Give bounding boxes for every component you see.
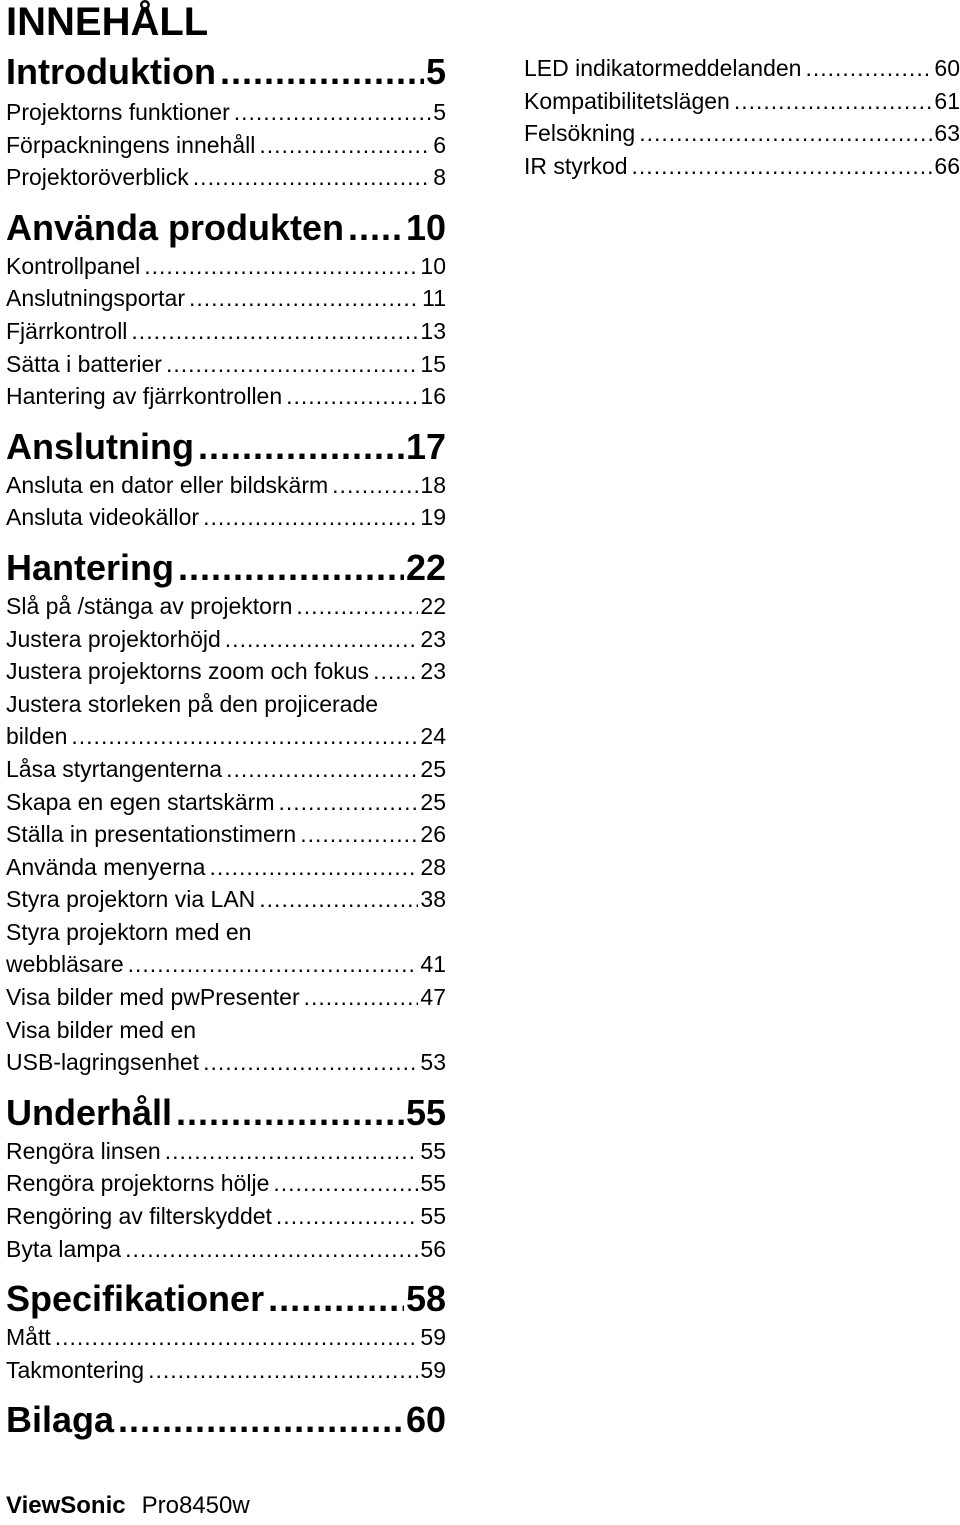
toc-entry-page: 15 [420, 350, 446, 377]
toc-entry-page: 18 [420, 471, 446, 498]
dot-leader [209, 851, 418, 884]
toc-entry-label: Justera projektorns zoom och fokus [6, 658, 370, 685]
toc-entry-label: IR styrkod [524, 152, 628, 179]
dot-leader [278, 786, 418, 819]
toc-entry-label: Visa bilder med en [6, 1016, 197, 1043]
toc-entry-label: Slå på /stänga av projektorn [6, 592, 293, 619]
toc-entry-page: 25 [420, 788, 446, 815]
toc-entry[interactable] [6, 590, 446, 623]
toc-entry-label: webbläsare [6, 951, 124, 978]
toc-entry-page: 22 [420, 592, 446, 619]
toc-entry[interactable] [6, 380, 446, 413]
toc-entry-page: 53 [420, 1049, 446, 1076]
toc-entry-page: 13 [420, 317, 446, 344]
toc-entry-page: 19 [420, 504, 446, 531]
toc-entry-page: 26 [420, 821, 446, 848]
dot-leader [220, 48, 424, 96]
dot-leader [118, 1398, 404, 1442]
toc-entry-page: 59 [420, 1324, 446, 1351]
toc-entry-label: Kompatibilitetslägen [524, 87, 730, 114]
dot-leader [165, 1135, 419, 1168]
toc-left-column [6, 0, 446, 1442]
toc-entry-page: 25 [420, 755, 446, 782]
dot-leader [55, 1321, 419, 1354]
toc-entry-label: Hantering av fjärrkontrollen [6, 383, 283, 410]
toc-entry-page: 10 [420, 252, 446, 279]
dot-leader [226, 753, 418, 786]
toc-entry-label: Anslutningsportar [6, 285, 185, 312]
toc-entry-label: Felsökning [524, 120, 636, 147]
dot-leader [198, 425, 404, 469]
dot-leader [300, 818, 418, 851]
toc-section [6, 206, 446, 413]
toc-entry[interactable] [524, 52, 960, 85]
toc-entry[interactable] [6, 96, 446, 129]
toc-entry-label: Låsa styrtangenterna [6, 755, 223, 782]
toc-entry[interactable] [6, 1321, 446, 1354]
dot-leader [203, 501, 418, 534]
toc-section [6, 425, 446, 534]
dot-leader [148, 1354, 418, 1387]
footer-model: Pro8450w [141, 1492, 250, 1519]
toc-entry[interactable] [6, 501, 446, 534]
toc-entry[interactable] [6, 818, 446, 851]
toc-entry[interactable] [6, 753, 446, 786]
toc-section-heading[interactable] [6, 206, 446, 250]
dot-leader [166, 348, 418, 381]
toc-entry[interactable] [6, 623, 446, 656]
page-footer [6, 1491, 250, 1521]
toc-entry[interactable] [6, 948, 446, 981]
section-page: 60 [405, 1399, 446, 1441]
toc-entry[interactable] [6, 1046, 446, 1079]
toc-entry-label: Förpackningens innehåll [6, 131, 256, 158]
toc-entry[interactable] [6, 981, 446, 1014]
toc-entry-label: LED indikatormeddelanden [524, 55, 802, 81]
toc-entry-label: Skapa en egen startskärm [6, 788, 275, 815]
dot-leader [304, 981, 419, 1014]
toc-section-heading[interactable] [6, 425, 446, 469]
toc-entry-label: Takmontering [6, 1356, 145, 1383]
toc-entry-label: Mått [6, 1324, 51, 1351]
toc-section-heading[interactable] [6, 1091, 446, 1135]
toc-entry[interactable] [6, 883, 446, 916]
toc-entry-label: Ansluta videokällor [6, 504, 200, 531]
toc-entry-label: Kontrollpanel [6, 252, 141, 279]
toc-entry-label: Ställa in presentationstimern [6, 821, 297, 848]
toc-entry[interactable] [6, 250, 446, 283]
toc-entry[interactable] [524, 150, 960, 183]
dot-leader [268, 1277, 404, 1321]
section-title: Underhåll [6, 1091, 173, 1133]
dot-leader [71, 720, 418, 753]
toc-entry-label: Använda menyerna [6, 853, 206, 880]
toc-section [6, 1398, 446, 1442]
dot-leader [259, 883, 418, 916]
dot-leader [225, 623, 419, 656]
toc-entry[interactable] [6, 348, 446, 381]
toc-entry[interactable] [524, 85, 960, 118]
section-title: Hantering [6, 546, 175, 588]
toc-section [6, 48, 446, 194]
toc-section-heading[interactable] [6, 48, 446, 96]
toc-entry-page: 55 [420, 1137, 446, 1164]
toc-entry-page: 56 [420, 1235, 446, 1262]
toc-entry[interactable] [6, 1135, 446, 1168]
toc-entry-line[interactable] [6, 688, 446, 721]
section-page: 22 [405, 546, 446, 588]
toc-entry-page: 16 [420, 383, 446, 410]
dot-leader [189, 282, 420, 315]
dot-leader [296, 590, 418, 623]
section-title: Specifikationer [6, 1278, 265, 1320]
dot-leader [176, 1091, 404, 1135]
toc-section [6, 1277, 446, 1386]
toc-entry[interactable] [6, 469, 446, 502]
toc-entry-label: Projektoröverblick [6, 164, 189, 191]
toc-entry-page: 55 [420, 1203, 446, 1230]
toc-entry-page: 23 [420, 625, 446, 652]
footer-brand: ViewSonic [6, 1492, 126, 1519]
dot-leader [193, 161, 431, 194]
toc-entry-page: 28 [420, 853, 446, 880]
toc-sections [6, 48, 446, 1442]
toc-entry[interactable] [6, 1354, 446, 1387]
toc-section [6, 1091, 446, 1265]
section-page: 10 [405, 206, 446, 248]
toc-entry[interactable] [6, 315, 446, 348]
section-title: Introduktion [6, 51, 216, 92]
section-page: 55 [405, 1091, 446, 1133]
toc-entry[interactable] [6, 129, 446, 162]
dot-leader [273, 1167, 418, 1200]
toc-entry[interactable] [6, 1167, 446, 1200]
dot-leader [131, 315, 418, 348]
toc-entry-page: 66 [934, 152, 960, 179]
toc-entry-line[interactable] [6, 1014, 446, 1047]
toc-entry-page: 24 [420, 723, 446, 750]
dot-leader [286, 380, 418, 413]
toc-entry-label: bilden [6, 723, 68, 750]
toc-entry-label: Styra projektorn med en [6, 918, 252, 945]
toc-entry-label: Rengöring av filterskyddet [6, 1203, 272, 1230]
dot-leader [234, 96, 431, 129]
toc-title: INNEHÅLL [6, 0, 209, 44]
dot-leader [639, 117, 932, 150]
section-title: Använda produkten [6, 206, 345, 248]
dot-leader [805, 52, 932, 85]
section-title: Bilaga [6, 1399, 115, 1441]
toc-entry[interactable] [6, 655, 446, 688]
toc-entry[interactable] [6, 851, 446, 884]
toc-entry-page: 6 [433, 131, 446, 158]
toc-entry-label: Byta lampa [6, 1235, 122, 1262]
toc-section-heading[interactable] [6, 1398, 446, 1442]
toc-entry-label: Styra projektorn via LAN [6, 886, 256, 913]
toc-entry-page: 8 [433, 164, 446, 191]
toc-entry-label: Justera storleken på den projicerade [6, 690, 379, 717]
toc-entry[interactable] [6, 161, 446, 194]
toc-section-heading[interactable] [6, 546, 446, 590]
toc-entry-page: 38 [420, 886, 446, 913]
dot-leader [348, 206, 404, 250]
section-title: Anslutning [6, 425, 194, 467]
toc-entry[interactable] [6, 1200, 446, 1233]
toc-entry[interactable] [6, 720, 446, 753]
toc-entry-label: Ansluta en dator eller bildskärm [6, 471, 329, 498]
dot-leader [259, 129, 431, 162]
section-page: 5 [425, 51, 446, 92]
dot-leader [178, 546, 404, 590]
toc-entry-page: 55 [420, 1170, 446, 1197]
toc-entry[interactable] [524, 117, 960, 150]
toc-entry[interactable] [6, 282, 446, 315]
dot-leader [734, 85, 933, 118]
toc-entry[interactable] [6, 1233, 446, 1266]
toc-entry-page: 11 [422, 285, 446, 312]
dot-leader [373, 655, 418, 688]
toc-entry[interactable] [6, 786, 446, 819]
toc-entry-label: Justera projektorhöjd [6, 625, 221, 652]
toc-entry-line[interactable] [6, 916, 446, 949]
toc-entry-label: Visa bilder med pwPresenter [6, 984, 300, 1011]
dot-leader [276, 1200, 418, 1233]
toc-section [6, 546, 446, 1079]
toc-entry-page: 41 [420, 951, 446, 978]
dot-leader [203, 1046, 418, 1079]
toc-entry-label: USB-lagringsenhet [6, 1049, 200, 1076]
toc-entry-page: 63 [934, 120, 960, 147]
dot-leader [128, 948, 419, 981]
dot-leader [632, 150, 933, 183]
toc-section-heading[interactable] [6, 1277, 446, 1321]
toc-entry-label: Rengöra projektorns hölje [6, 1170, 270, 1197]
toc-entry-page: 5 [433, 99, 446, 125]
toc-right-column [524, 52, 960, 182]
dot-leader [332, 469, 418, 502]
dot-leader [144, 250, 418, 283]
toc-entry-page: 61 [934, 87, 960, 114]
section-page: 17 [405, 425, 446, 467]
toc-entry-label: Projektorns funktioner [6, 99, 230, 125]
toc-entry-page: 47 [420, 984, 446, 1011]
section-page: 58 [405, 1278, 446, 1320]
dot-leader [125, 1233, 418, 1266]
toc-entry-label: Sätta i batterier [6, 350, 162, 377]
toc-entry-label: Fjärrkontroll [6, 317, 128, 344]
toc-entry-page: 23 [420, 658, 446, 685]
toc-entry-page: 59 [420, 1356, 446, 1383]
toc-entry-label: Rengöra linsen [6, 1137, 161, 1164]
toc-entry-page: 60 [934, 55, 960, 81]
